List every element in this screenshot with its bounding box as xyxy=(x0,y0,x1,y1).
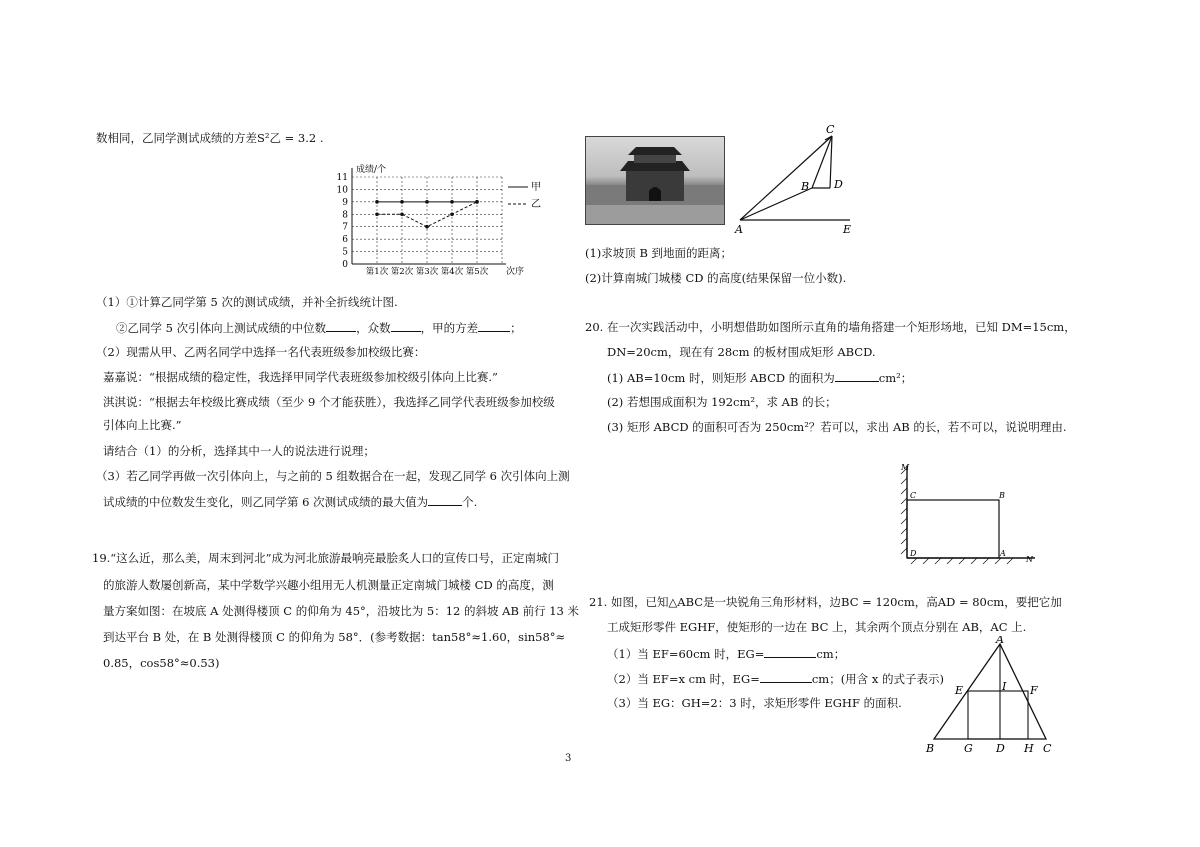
label-D: D xyxy=(834,178,843,191)
label-C: C xyxy=(826,123,835,136)
legend-label-yi: 乙 xyxy=(531,199,541,210)
label-C: C xyxy=(1043,742,1052,755)
data-point-yi xyxy=(425,225,429,229)
q19-line-2: 的旅游人数屡创新高，某中学数学兴趣小组用无人机测量正定南城门城楼 CD 的高度，测 xyxy=(103,578,554,592)
x-tick-label: 第1次 xyxy=(365,267,389,277)
chart-ylabel: 成绩/个 xyxy=(356,165,387,175)
q20-part-a: (1) AB=10cm 时，则矩形 ABCD 的面积为 cm²； xyxy=(607,371,913,385)
label-E: E xyxy=(955,684,964,697)
figure-21 xyxy=(920,636,1060,756)
q20-part-b: (2) 若想围成面积为 192cm²，求 AB 的长； xyxy=(607,395,837,409)
q19-part1: (1)求坡顶 B 到地面的距离； xyxy=(585,246,733,260)
label-D: D xyxy=(910,549,917,558)
label-A: A xyxy=(735,223,743,235)
data-point-jia xyxy=(400,200,404,204)
label-M: M xyxy=(901,463,910,472)
label-N: N xyxy=(1026,555,1033,564)
label-A: A xyxy=(1000,549,1006,558)
data-point-yi xyxy=(375,212,379,216)
blank-eg-2[interactable] xyxy=(760,670,812,683)
y-tick-label: 11 xyxy=(336,173,348,183)
q1b: ②乙同学 5 次引体向上测试成绩的中位数 ，众数 ，甲的方差 ； xyxy=(116,321,522,335)
blank-mode[interactable] xyxy=(391,319,421,332)
y-tick-label: 5 xyxy=(342,247,348,258)
city-gate-drawing xyxy=(586,137,724,224)
q19-line-4: 到达平台 B 处，在 B 处测得楼顶 C 的仰角为 58°．(参考数据：tan58°≈1.60，sin58°≈ xyxy=(103,630,566,644)
q19-part2: (2)计算南城门城楼 CD 的高度(结果保留一位小数). xyxy=(585,271,847,285)
blank-area[interactable] xyxy=(835,369,879,382)
q21-part-c: （3）当 EG：GH=2：3 时，求矩形零件 EGHF 的面积. xyxy=(607,696,902,710)
y-tick-label: 0 xyxy=(342,260,348,270)
data-point-jia xyxy=(425,200,429,204)
y-tick-label: 10 xyxy=(336,185,348,196)
q3-line-2: 试成绩的中位数发生变化，则乙同学第 6 次测试成绩的最大值为 个. xyxy=(103,495,478,509)
q1a: （1）①计算乙同学第 5 次的测试成绩，并补全折线统计图. xyxy=(96,295,398,309)
x-tick-label: 第2次 xyxy=(390,267,414,277)
q19-line-3: 量方案如图：在坡底 A 处测得楼顶 C 的仰角为 45°，沿坡比为 5：12 的斜坡 AB 前行 13 米 xyxy=(103,604,580,618)
q19-line-1: 19.“这么近，那么美，周末到河北”成为河北旅游最响亮最脍炙人口的宣传口号，正定南城门 xyxy=(92,551,560,565)
data-point-jia xyxy=(375,200,379,204)
data-point-jia xyxy=(450,200,454,204)
data-point-yi xyxy=(475,200,479,204)
qiqi-statement-1: 淇淇说：“根据去年校级比赛成绩（至少 9 个才能获胜），我选择乙同学代表班级参加校级 xyxy=(103,395,555,409)
y-tick-label: 9 xyxy=(342,197,348,208)
blank-max-score[interactable] xyxy=(428,493,462,506)
q21-line-2: 工成矩形零件 EGHF，使矩形的一边在 BC 上，其余两个顶点分别在 AB，AC 上. xyxy=(607,620,1027,634)
label-B: B xyxy=(999,491,1005,500)
q21-part-b: （2）当 EF=x cm 时，EG= cm；(用含 x 的式子表示) xyxy=(607,672,944,686)
figure-19 xyxy=(730,120,870,235)
q21-part-a: （1）当 EF=60cm 时，EG= cm； xyxy=(607,647,846,661)
y-tick-label: 8 xyxy=(342,210,348,221)
label-G: G xyxy=(964,742,973,755)
label-F: F xyxy=(1030,684,1038,697)
line-chart xyxy=(330,160,560,280)
page-number: 3 xyxy=(565,753,572,764)
q20-line-2: DN=20cm，现在有 28cm 的板材围成矩形 ABCD. xyxy=(607,345,876,359)
y-tick-label: 7 xyxy=(342,222,348,233)
q20-part-c: (3) 矩形 ABCD 的面积可否为 250cm²？若可以，求出 AB 的长，若不可以，说说明理由. xyxy=(607,420,1067,434)
label-B: B xyxy=(926,742,935,755)
intro-line: 数相同，乙同学测试成绩的方差S²乙 = 3.2 . xyxy=(96,131,324,145)
label-B: B xyxy=(801,180,810,193)
x-tick-label: 第5次 xyxy=(465,267,489,277)
data-point-yi xyxy=(450,212,454,216)
label-E: E xyxy=(843,223,852,235)
y-tick-label: 6 xyxy=(342,235,348,246)
label-A: A xyxy=(996,636,1004,646)
label-D: D xyxy=(996,742,1005,755)
q21-line-1: 21. 如图，已知△ABC是一块锐角三角形材料，边BC = 120cm，高AD = 80cm，要把它加 xyxy=(589,595,1062,609)
x-tick-label: 第3次 xyxy=(415,267,439,277)
q2: （2）现需从甲、乙两名同学中选择一名代表班级参加校级比赛： xyxy=(96,345,426,359)
city-gate-photo xyxy=(585,136,725,225)
label-C: C xyxy=(910,491,917,500)
x-tick-label: 第4次 xyxy=(440,267,464,277)
combine-instruction: 请结合（1）的分析，选择其中一人的说法进行说理； xyxy=(103,444,375,458)
label-I: I xyxy=(1002,680,1007,693)
q3-line-1: （3）若乙同学再做一次引体向上，与之前的 5 组数据合在一起，发现乙同学 6 次引体向上测 xyxy=(96,469,570,483)
legend-label-jia: 甲 xyxy=(531,182,541,193)
jiajia-statement: 嘉嘉说：“根据成绩的稳定性，我选择甲同学代表班级参加校级引体向上比赛.” xyxy=(103,370,498,384)
data-point-yi xyxy=(400,212,404,216)
q19-line-5: 0.85，cos58°≈0.53) xyxy=(103,656,220,670)
figure-20 xyxy=(895,460,1045,570)
qiqi-statement-2: 引体向上比赛.” xyxy=(103,418,182,432)
blank-variance[interactable] xyxy=(478,319,510,332)
blank-median[interactable] xyxy=(326,319,356,332)
blank-eg-1[interactable] xyxy=(764,645,816,658)
q20-line-1: 20. 在一次实践活动中，小明想借助如图所示直角的墙角搭建一个矩形场地，已知 DM=15cm， xyxy=(585,320,1076,334)
chart-xlabel: 次序 xyxy=(506,267,525,277)
label-H: H xyxy=(1024,742,1034,755)
